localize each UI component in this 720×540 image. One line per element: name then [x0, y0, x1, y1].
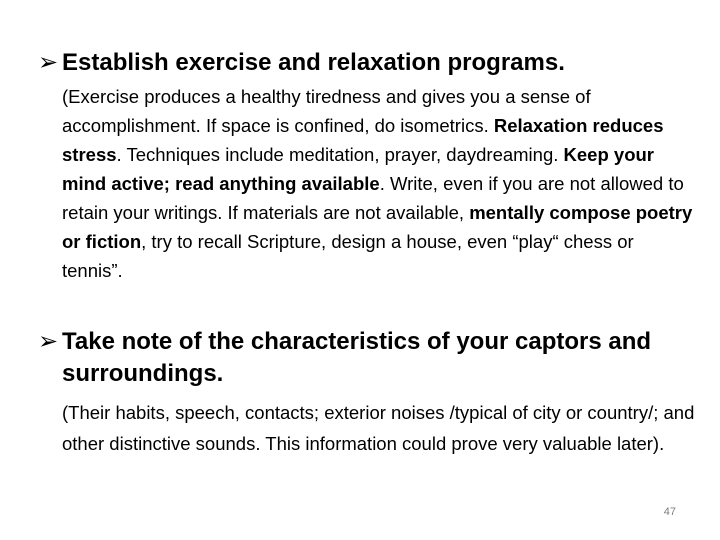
- emphasized-text: mentally compose poetry or fiction: [62, 202, 693, 252]
- bullet-heading: Take note of the characteristics of your captors and surroundings.: [62, 328, 652, 387]
- bullet-detail-text: [62, 397, 698, 459]
- body-text: . Techniques include meditation, prayer, daydreaming.: [116, 144, 564, 165]
- arrow-bullet-icon: ➢: [38, 328, 59, 355]
- bullet-exercise-relaxation: [38, 47, 698, 79]
- emphasized-text: Keep your mind active; read anything available: [62, 144, 654, 194]
- body-text: (Exercise produces a healthy tiredness and gives you a sense of accomplishment. If space is confined, do isometrics.: [62, 86, 591, 136]
- body-text: . Write, even if you are not allowed to retain your writings. If materials are not available,: [62, 173, 684, 223]
- body-text: (Their habits, speech, contacts; exterior noises /typical of city or country/; and other distinctive sounds. This information could prove very valuable later).: [62, 402, 695, 454]
- emphasized-text: Relaxation reduces stress: [62, 115, 664, 165]
- arrow-bullet-icon: ➢: [38, 49, 59, 76]
- bullet-captors-surroundings: [38, 326, 698, 390]
- bullet-heading: Establish exercise and relaxation programs.: [62, 49, 565, 76]
- body-text: , try to recall Scripture, design a house, even “play“ chess or tennis”.: [62, 231, 634, 281]
- bullet-detail-text: [62, 82, 698, 285]
- page-number: 47: [663, 506, 676, 518]
